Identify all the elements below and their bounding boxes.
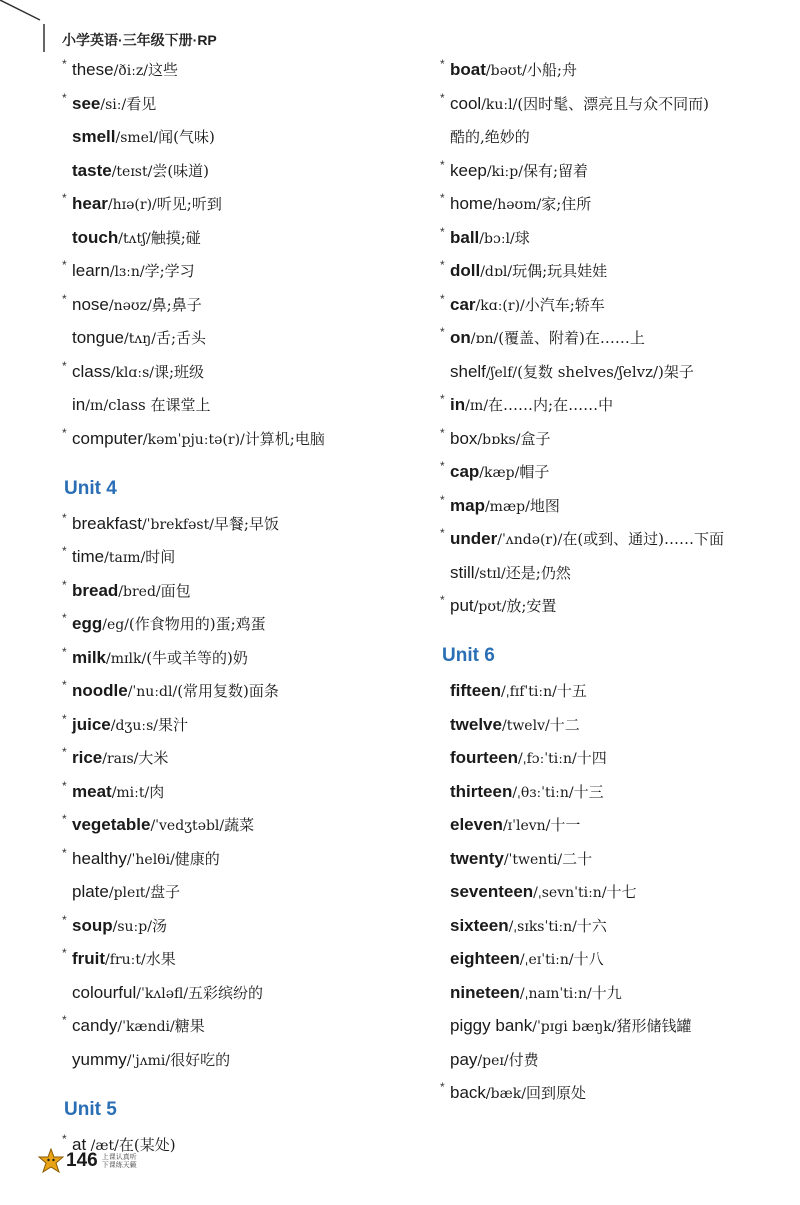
vocab-phonetic: /pʊt/ bbox=[473, 599, 507, 615]
vocab-phonetic: /ˌeɪˈtiːn/ bbox=[519, 952, 574, 968]
vocab-entry bbox=[440, 563, 790, 584]
vocab-entry bbox=[440, 492, 790, 517]
vocab-entry bbox=[440, 57, 790, 81]
vocab-word: back bbox=[450, 1083, 486, 1102]
slogan-line-2: 下课练天籁 bbox=[101, 1161, 137, 1169]
vocab-entry bbox=[440, 1016, 790, 1037]
vocab-phonetic: /ˈʌndə(r)/ bbox=[497, 532, 563, 548]
vocab-entry bbox=[62, 711, 402, 736]
vocab-column-left bbox=[62, 57, 402, 1168]
vocab-meaning: 酷的,绝妙的 bbox=[450, 128, 530, 146]
vocab-word: egg bbox=[72, 614, 103, 633]
vocab-meaning: 大米 bbox=[138, 749, 169, 767]
vocab-word: seventeen bbox=[450, 882, 534, 901]
vocab-phonetic: /twelv/ bbox=[501, 717, 550, 734]
page-footer bbox=[38, 1148, 138, 1174]
vocab-entry bbox=[440, 325, 790, 349]
vocab-entry bbox=[440, 782, 790, 803]
vocab-meaning: 很好吃的 bbox=[170, 1050, 231, 1069]
vocab-phonetic: /mæp/ bbox=[484, 498, 530, 515]
asterisk-mark-icon: * bbox=[62, 946, 67, 960]
vocab-phonetic: /ɪn/ bbox=[85, 398, 109, 414]
vocab-meaning: 在……内;在……中 bbox=[488, 396, 614, 414]
vocab-meaning: 二十 bbox=[562, 849, 593, 868]
vocab-meaning: 这些 bbox=[148, 61, 179, 79]
asterisk-mark-icon: * bbox=[440, 325, 445, 339]
asterisk-mark-icon: * bbox=[440, 526, 445, 540]
vocab-phonetic: /bɔːl/ bbox=[479, 230, 515, 247]
vocab-meaning: 放;安置 bbox=[506, 597, 557, 615]
vocab-entry bbox=[440, 949, 790, 970]
vocab-word: twelve bbox=[450, 714, 502, 734]
vocab-entry bbox=[62, 983, 402, 1004]
vocab-phonetic: /suːp/ bbox=[112, 918, 152, 935]
asterisk-mark-icon: * bbox=[440, 90, 445, 105]
vocab-entry bbox=[62, 258, 402, 282]
asterisk-mark-icon: * bbox=[440, 191, 445, 205]
vocab-phonetic: /hɪə(r)/ bbox=[107, 197, 157, 213]
vocab-word: these bbox=[72, 60, 114, 79]
asterisk-mark-icon: * bbox=[62, 745, 67, 759]
vocab-meaning: 学;学习 bbox=[144, 262, 195, 280]
vocab-word: fruit bbox=[72, 949, 106, 968]
vocab-word: eighteen bbox=[450, 949, 520, 968]
vocab-meaning: 面包 bbox=[160, 581, 191, 600]
vocab-phonetic: /smel/ bbox=[115, 130, 159, 146]
vocab-meaning: 时间 bbox=[145, 548, 176, 566]
vocab-meaning: 鼻;鼻子 bbox=[151, 295, 202, 314]
vocab-word: colourful bbox=[72, 982, 137, 1002]
vocab-meaning: 十七 bbox=[606, 883, 637, 901]
vocab-entry bbox=[440, 849, 790, 870]
vocab-word: car bbox=[450, 294, 476, 314]
vocab-entry bbox=[62, 745, 402, 769]
vocab-word: sixteen bbox=[450, 915, 509, 935]
asterisk-mark-icon: * bbox=[62, 90, 67, 105]
vocab-phonetic: /ɪn/ bbox=[465, 398, 489, 414]
unit-heading: Unit 4 bbox=[64, 477, 117, 499]
vocab-word: ball bbox=[450, 227, 480, 247]
asterisk-mark-icon: * bbox=[440, 392, 445, 406]
vocab-phonetic: /tʌtʃ/ bbox=[118, 230, 151, 247]
vocab-entry bbox=[440, 90, 790, 115]
vocab-entry bbox=[440, 157, 790, 182]
vocab-entry bbox=[62, 90, 402, 115]
asterisk-mark-icon: * bbox=[440, 425, 445, 440]
vocab-word: map bbox=[450, 495, 485, 515]
vocab-column-right bbox=[440, 57, 790, 1117]
corner-fold-mark bbox=[0, 0, 48, 52]
vocab-word: put bbox=[450, 596, 474, 615]
vocab-phonetic: /dʒuːs/ bbox=[110, 717, 158, 734]
vocab-entry bbox=[62, 510, 402, 535]
vocab-entry bbox=[62, 191, 402, 215]
vocab-word: milk bbox=[72, 647, 107, 667]
footer-slogan bbox=[102, 1153, 138, 1169]
vocab-entry bbox=[62, 912, 402, 937]
asterisk-mark-icon: * bbox=[62, 291, 67, 306]
vocab-entry bbox=[62, 812, 402, 836]
vocab-phonetic: /æt/ bbox=[86, 1137, 119, 1154]
vocab-entry bbox=[440, 748, 790, 769]
vocab-phonetic: /teɪst/ bbox=[111, 163, 153, 180]
vocab-phonetic: /ˈkændi/ bbox=[117, 1019, 175, 1035]
vocab-meaning: 课;班级 bbox=[154, 362, 205, 381]
vocab-meaning: 闻(气味) bbox=[158, 128, 215, 146]
vocab-phonetic: /ˌfɔːˈtiːn/ bbox=[518, 751, 577, 767]
vocab-word: pay bbox=[450, 1049, 478, 1069]
vocab-meaning: 地图 bbox=[529, 496, 560, 515]
vocab-word: shelf bbox=[450, 361, 486, 381]
vocab-entry bbox=[62, 778, 402, 803]
vocab-entry bbox=[62, 228, 402, 249]
vocab-word: eleven bbox=[450, 815, 503, 834]
vocab-meaning: 十九 bbox=[591, 983, 622, 1002]
vocab-word: candy bbox=[72, 1016, 118, 1035]
vocab-phonetic: /ˈbrekfəst/ bbox=[141, 516, 214, 533]
vocab-meaning: 十八 bbox=[573, 950, 604, 968]
vocab-word: piggy bank bbox=[450, 1016, 533, 1035]
vocab-meaning: 十三 bbox=[573, 782, 604, 801]
vocab-meaning: 尝(味道) bbox=[152, 161, 210, 180]
vocab-meaning: 玩偶;玩具娃娃 bbox=[512, 262, 608, 280]
vocab-phonetic: /bred/ bbox=[118, 583, 161, 600]
vocab-phonetic: /kuːl/ bbox=[481, 96, 518, 113]
asterisk-mark-icon: * bbox=[440, 291, 445, 306]
asterisk-mark-icon: * bbox=[62, 191, 67, 205]
asterisk-mark-icon: * bbox=[440, 258, 445, 272]
asterisk-mark-icon: * bbox=[440, 492, 445, 507]
vocab-phonetic: /ˌsevnˈtiːn/ bbox=[533, 885, 607, 901]
vocab-entry bbox=[440, 526, 790, 550]
vocab-meaning: 小船;舟 bbox=[526, 61, 577, 79]
vocab-entry bbox=[62, 57, 402, 81]
vocab-phonetic: /kɑː(r)/ bbox=[475, 297, 525, 314]
vocab-entry bbox=[440, 191, 790, 215]
vocab-word: taste bbox=[72, 160, 112, 180]
vocab-entry bbox=[62, 544, 402, 568]
vocab-word: touch bbox=[72, 227, 119, 247]
vocab-phonetic: /miːt/ bbox=[111, 784, 150, 801]
vocab-word: learn bbox=[72, 261, 110, 280]
asterisk-mark-icon: * bbox=[440, 224, 445, 239]
vocab-entry bbox=[62, 395, 402, 416]
vocab-entry bbox=[440, 882, 790, 903]
vocab-phonetic: /ˌθɜːˈtiːn/ bbox=[512, 784, 574, 801]
vocab-entry bbox=[440, 983, 790, 1004]
vocab-phonetic: /ˌsɪksˈtiːn/ bbox=[508, 918, 577, 935]
vocab-meaning: 小汽车;轿车 bbox=[524, 295, 605, 314]
vocab-phonetic: /bɒks/ bbox=[477, 431, 521, 448]
vocab-phonetic: /klɑːs/ bbox=[110, 364, 154, 381]
vocab-entry bbox=[440, 916, 790, 937]
vocab-word: box bbox=[450, 428, 478, 448]
vocab-phonetic: /ˌfɪfˈtiːn/ bbox=[501, 684, 557, 700]
asterisk-mark-icon: * bbox=[62, 258, 67, 272]
vocab-phonetic: /kiːp/ bbox=[486, 163, 523, 180]
vocab-meaning: 计算机;电脑 bbox=[244, 429, 325, 448]
vocab-phonetic: /kəmˈpjuːtə(r)/ bbox=[142, 431, 245, 448]
asterisk-mark-icon: * bbox=[440, 1080, 445, 1094]
asterisk-mark-icon: * bbox=[62, 845, 67, 860]
vocab-word: thirteen bbox=[450, 781, 513, 801]
vocab-meaning: (常用复数)面条 bbox=[177, 682, 279, 700]
vocab-word: hear bbox=[72, 194, 108, 213]
vocab-entry bbox=[440, 593, 790, 617]
unit-heading: Unit 5 bbox=[64, 1098, 117, 1120]
page-number: 146 bbox=[66, 1150, 98, 1171]
vocab-phonetic: /ˈjʌmi/ bbox=[126, 1052, 171, 1069]
asterisk-mark-icon: * bbox=[440, 593, 445, 607]
vocab-meaning: 回到原处 bbox=[525, 1084, 586, 1102]
asterisk-mark-icon: * bbox=[62, 358, 67, 373]
asterisk-mark-icon: * bbox=[62, 510, 67, 525]
vocab-meaning: 在(或到、通过)……下面 bbox=[562, 530, 725, 548]
vocab-word: in bbox=[72, 395, 86, 414]
vocab-entry bbox=[440, 715, 790, 736]
vocab-entry bbox=[62, 127, 402, 148]
vocab-phonetic: /lɜːn/ bbox=[109, 264, 145, 280]
vocab-word: home bbox=[450, 194, 493, 213]
asterisk-mark-icon: * bbox=[62, 577, 67, 592]
vocab-meaning: 水果 bbox=[145, 950, 176, 968]
vocab-meaning: 看见 bbox=[126, 94, 157, 113]
vocab-meaning: 还是;仍然 bbox=[505, 563, 571, 582]
vocab-phonetic: /tʌŋ/ bbox=[124, 331, 156, 347]
vocab-word: nose bbox=[72, 294, 109, 314]
asterisk-mark-icon: * bbox=[62, 912, 67, 927]
vocab-meaning: 汤 bbox=[151, 916, 167, 935]
vocab-entry bbox=[440, 1080, 790, 1104]
vocab-entry bbox=[62, 611, 402, 635]
vocab-phonetic: /ˌnaɪnˈtiːn/ bbox=[519, 985, 592, 1002]
vocab-meaning: 肉 bbox=[149, 782, 165, 801]
vocab-meaning: 五彩缤纷的 bbox=[188, 983, 264, 1002]
vocab-phonetic: /peɪ/ bbox=[477, 1052, 509, 1069]
vocab-meaning: 帽子 bbox=[519, 463, 550, 481]
asterisk-mark-icon: * bbox=[62, 1131, 67, 1146]
vocab-entry bbox=[62, 358, 402, 383]
vocab-word: boat bbox=[450, 60, 486, 79]
vocab-entry bbox=[62, 644, 402, 669]
vocab-entry bbox=[62, 161, 402, 182]
vocab-word: noodle bbox=[72, 681, 128, 700]
vocab-word: under bbox=[450, 529, 498, 548]
vocab-entry bbox=[440, 258, 790, 282]
vocab-word: still bbox=[450, 562, 475, 582]
vocab-entry bbox=[62, 946, 402, 970]
vocab-word: plate bbox=[72, 882, 109, 901]
vocab-word: cool bbox=[450, 93, 482, 113]
vocab-phonetic: /taɪm/ bbox=[104, 550, 146, 566]
vocab-entry bbox=[62, 425, 402, 450]
slogan-line-1: 上课认真听 bbox=[101, 1153, 137, 1161]
vocab-phonetic: /ˈkʌləfl/ bbox=[136, 985, 189, 1002]
asterisk-mark-icon: * bbox=[62, 678, 67, 692]
vocab-entry bbox=[62, 328, 402, 349]
vocab-meaning: 猪形储钱罐 bbox=[616, 1017, 692, 1035]
asterisk-mark-icon: * bbox=[62, 611, 67, 625]
vocab-meaning: (作食物用的)蛋;鸡蛋 bbox=[128, 615, 266, 633]
vocab-word: in bbox=[450, 395, 466, 414]
vocab-meaning: 保有;留着 bbox=[522, 161, 589, 180]
asterisk-mark-icon: * bbox=[440, 57, 445, 71]
vocab-phonetic: /ˈvedʒtəbl/ bbox=[150, 818, 225, 834]
vocab-meaning: 十四 bbox=[576, 749, 607, 767]
vocab-phonetic: /ɒn/ bbox=[470, 331, 499, 347]
asterisk-mark-icon: * bbox=[440, 157, 445, 172]
asterisk-mark-icon: * bbox=[62, 1013, 67, 1027]
vocab-entry bbox=[440, 224, 790, 249]
vocab-meaning: 盘子 bbox=[150, 883, 181, 901]
vocab-phonetic: /stɪl/ bbox=[474, 565, 506, 582]
vocab-meaning: 健康的 bbox=[174, 849, 220, 868]
vocab-phonetic: /eg/ bbox=[102, 617, 129, 633]
vocab-word: class bbox=[72, 361, 111, 381]
vocab-meaning: 蔬菜 bbox=[224, 816, 255, 834]
vocab-meaning: (牛或羊等的)奶 bbox=[146, 648, 248, 667]
vocab-phonetic: /raɪs/ bbox=[102, 751, 139, 767]
vocab-phonetic: /fruːt/ bbox=[105, 952, 146, 968]
asterisk-mark-icon: * bbox=[62, 57, 67, 71]
vocab-meaning: 十六 bbox=[576, 916, 607, 935]
vocab-word: meat bbox=[72, 781, 112, 801]
vocab-word: soup bbox=[72, 915, 113, 935]
vocab-meaning: 舌;舌头 bbox=[156, 329, 207, 347]
vocab-entry bbox=[62, 1013, 402, 1037]
page-header-title: 小学英语·三年级下册·RP bbox=[62, 32, 217, 48]
asterisk-mark-icon: * bbox=[62, 778, 67, 793]
vocab-meaning: 付费 bbox=[508, 1050, 539, 1069]
vocab-entry bbox=[62, 882, 402, 903]
vocab-meaning: 在(某处) bbox=[118, 1135, 176, 1154]
vocab-phonetic: /mɪlk/ bbox=[106, 650, 147, 667]
vocab-word: tongue bbox=[72, 328, 124, 347]
asterisk-mark-icon: * bbox=[62, 644, 67, 659]
vocab-entry bbox=[62, 678, 402, 702]
vocab-word: doll bbox=[450, 261, 481, 280]
vocab-entry bbox=[440, 362, 790, 383]
vocab-phonetic: /bæk/ bbox=[485, 1086, 526, 1102]
vocab-phonetic: /ɪˈlevn/ bbox=[502, 818, 551, 834]
vocab-word: healthy bbox=[72, 848, 127, 868]
vocab-meaning: 糖果 bbox=[174, 1017, 205, 1035]
vocab-meaning: 球 bbox=[514, 228, 530, 247]
vocab-meaning: class 在课堂上 bbox=[108, 396, 211, 414]
vocab-phonetic: /ðiːz/ bbox=[113, 63, 149, 79]
vocab-meaning: 盒子 bbox=[520, 429, 551, 448]
vocab-entry bbox=[62, 845, 402, 870]
vocab-word: time bbox=[72, 547, 105, 566]
vocab-entry bbox=[440, 291, 790, 316]
vocab-meaning: 果汁 bbox=[157, 715, 188, 734]
vocab-word: cap bbox=[450, 462, 480, 481]
vocab-word: smell bbox=[72, 127, 116, 146]
vocab-phonetic: /ˈpɪgi bæŋk/ bbox=[532, 1019, 617, 1035]
vocab-word: fourteen bbox=[450, 748, 518, 767]
vocab-word: see bbox=[72, 93, 101, 113]
vocab-entry bbox=[62, 1050, 402, 1071]
vocab-entry bbox=[440, 392, 790, 416]
vocab-entry bbox=[440, 459, 790, 483]
vocab-meaning: 十一 bbox=[550, 816, 581, 834]
star-mascot-icon bbox=[38, 1148, 64, 1174]
vocab-meaning: 听见;听到 bbox=[156, 195, 222, 213]
vocab-word: computer bbox=[72, 428, 143, 448]
vocab-phonetic: /bəʊt/ bbox=[485, 63, 527, 79]
asterisk-mark-icon: * bbox=[62, 544, 67, 558]
asterisk-mark-icon: * bbox=[62, 711, 67, 726]
unit-heading: Unit 6 bbox=[442, 645, 495, 666]
vocab-phonetic: /ʃelf/ bbox=[485, 364, 518, 381]
vocab-meaning: 触摸;碰 bbox=[150, 228, 201, 247]
vocab-meaning: (覆盖、附着)在……上 bbox=[498, 329, 645, 347]
vocab-phonetic: /siː/ bbox=[100, 96, 127, 113]
vocab-word: juice bbox=[72, 714, 111, 734]
vocab-entry bbox=[440, 1050, 790, 1071]
vocab-word: yummy bbox=[72, 1049, 127, 1069]
vocab-phonetic: /dɒl/ bbox=[480, 264, 513, 280]
vocab-entry bbox=[62, 577, 402, 602]
vocab-word: rice bbox=[72, 748, 103, 767]
vocab-entry bbox=[440, 815, 790, 836]
vocab-phonetic: /ˈtwenti/ bbox=[503, 851, 563, 868]
vocab-word: fifteen bbox=[450, 681, 501, 700]
vocab-entry bbox=[440, 425, 790, 450]
vocab-word: at bbox=[72, 1134, 87, 1154]
vocab-word: breakfast bbox=[72, 513, 142, 533]
vocab-phonetic: /nəʊz/ bbox=[108, 297, 152, 314]
vocab-phonetic: /ˈhelθi/ bbox=[126, 851, 175, 868]
vocab-phonetic: /pleɪt/ bbox=[108, 885, 151, 901]
vocab-word: vegetable bbox=[72, 815, 151, 834]
vocab-meaning: 早餐;早饭 bbox=[213, 514, 279, 533]
vocab-entry bbox=[440, 681, 790, 702]
vocab-phonetic: /kæp/ bbox=[479, 465, 520, 481]
vocab-meaning: 家;住所 bbox=[541, 195, 592, 213]
vocab-meaning: (因时髦、漂亮且与众不同而) bbox=[517, 94, 710, 113]
vocab-word: keep bbox=[450, 160, 487, 180]
vocab-entry bbox=[62, 291, 402, 316]
vocab-phonetic: /ˈnuːdl/ bbox=[127, 684, 178, 700]
asterisk-mark-icon: * bbox=[62, 812, 67, 826]
asterisk-mark-icon: * bbox=[62, 425, 67, 440]
vocab-word: bread bbox=[72, 580, 119, 600]
vocab-meaning: (复数 shelves/ʃelvz/)架子 bbox=[517, 362, 694, 381]
asterisk-mark-icon: * bbox=[440, 459, 445, 473]
vocab-word: nineteen bbox=[450, 982, 520, 1002]
vocab-meaning: 十五 bbox=[556, 682, 587, 700]
vocab-word: twenty bbox=[450, 848, 504, 868]
vocab-entry bbox=[440, 127, 790, 148]
vocab-phonetic: /həʊm/ bbox=[492, 197, 542, 213]
vocab-word: on bbox=[450, 328, 471, 347]
vocab-meaning: 十二 bbox=[549, 715, 580, 734]
